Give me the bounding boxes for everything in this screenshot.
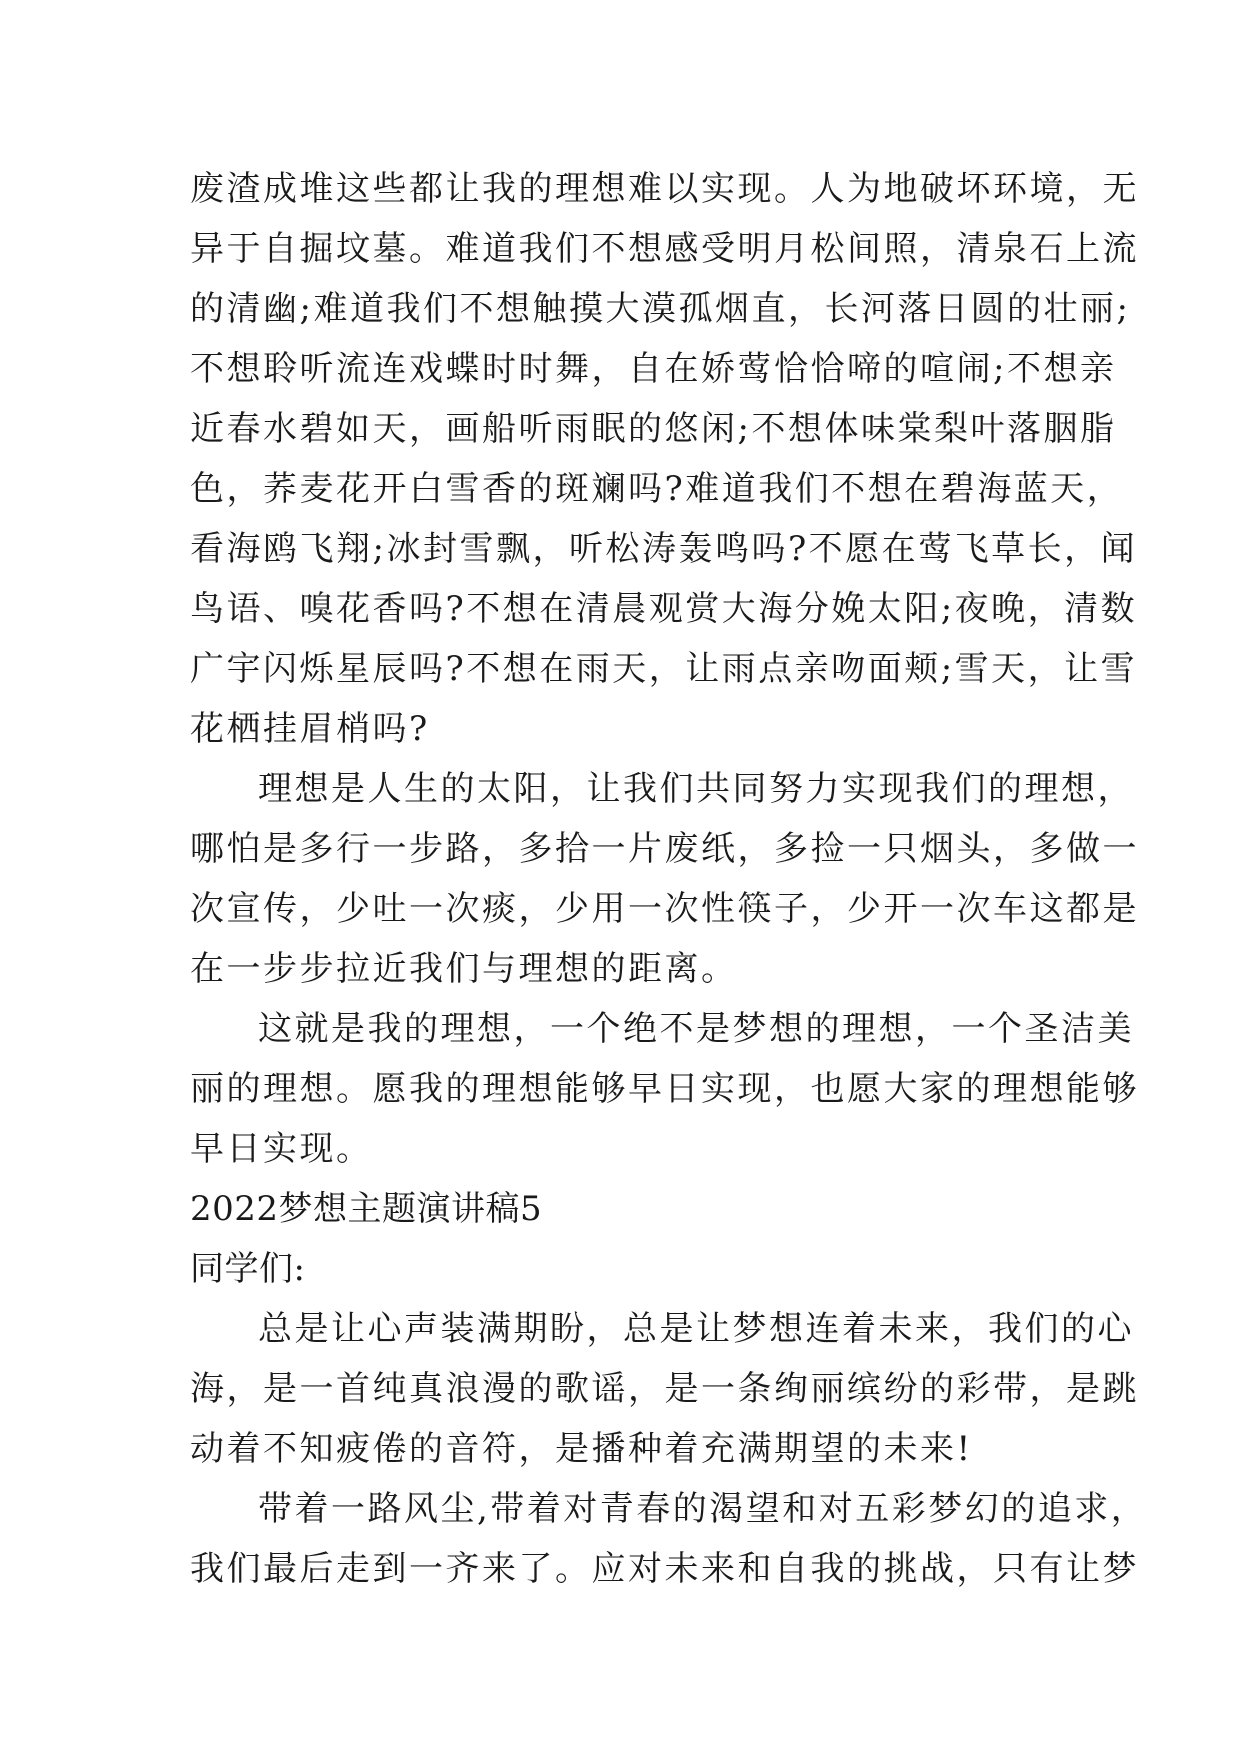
text-line: 早日实现。 [190,1129,373,1169]
text-line: 鸟语、嗅花香吗?不想在清晨观赏大海分娩太阳;夜晚，清数 [190,589,1138,629]
text-line: 海，是一首纯真浪漫的歌谣，是一条绚丽缤纷的彩带，是跳 [190,1369,1139,1409]
text-line: 的清幽;难道我们不想触摸大漠孤烟直，长河落日圆的壮丽; [190,289,1131,329]
salutation: 同学们: [190,1249,306,1289]
text-line: 总是让心声装满期盼，总是让梦想连着未来，我们的心 [258,1309,1134,1349]
text-line: 我们最后走到一齐来了。应对未来和自我的挑战，只有让梦 [190,1549,1139,1589]
document-page [190,159,1148,1599]
text-line: 在一步步拉近我们与理想的距离。 [190,949,738,989]
paragraph-4 [190,1299,1139,1479]
text-line: 次宣传，少吐一次痰，少用一次性筷子，少开一次车这都是 [190,889,1139,929]
section-heading: 2022梦想主题演讲稿5 [190,1189,543,1229]
text-line: 广宇闪烁星辰吗?不想在雨天，让雨点亲吻面颊;雪天，让雪 [190,649,1138,689]
text-line: 看海鸥飞翔;冰封雪飘，听松涛轰鸣吗?不愿在莺飞草长，闻 [190,529,1138,569]
text-line: 不想聆听流连戏蝶时时舞，自在娇莺恰恰啼的喧闹;不想亲 [190,349,1117,389]
text-line: 色，荞麦花开白雪香的斑斓吗?难道我们不想在碧海蓝天， [190,469,1124,509]
text-line: 丽的理想。愿我的理想能够早日实现，也愿大家的理想能够 [190,1069,1139,1109]
text-line: 花栖挂眉梢吗? [190,709,430,749]
paragraph-3 [190,999,1139,1179]
text-line: 动着不知疲倦的音符，是播种着充满期望的未来! [190,1429,973,1469]
text-line: 异于自掘坟墓。难道我们不想感受明月松间照，清泉石上流 [190,229,1139,269]
paragraph-2 [190,759,1139,999]
text-line: 理想是人生的太阳，让我们共同努力实现我们的理想， [258,769,1134,809]
text-line: 带着一路风尘,带着对青春的渴望和对五彩梦幻的追求， [258,1489,1148,1529]
text-line: 哪怕是多行一步路，多拾一片废纸，多捡一只烟头，多做一 [190,829,1139,869]
text-line: 这就是我的理想，一个绝不是梦想的理想，一个圣洁美 [258,1009,1134,1049]
paragraph-5 [190,1479,1148,1599]
paragraph-1 [190,159,1139,759]
text-line: 近春水碧如天，画船听雨眠的悠闲;不想体味棠梨叶落胭脂 [190,409,1117,449]
text-line: 废渣成堆这些都让我的理想难以实现。人为地破坏环境，无 [190,169,1139,209]
